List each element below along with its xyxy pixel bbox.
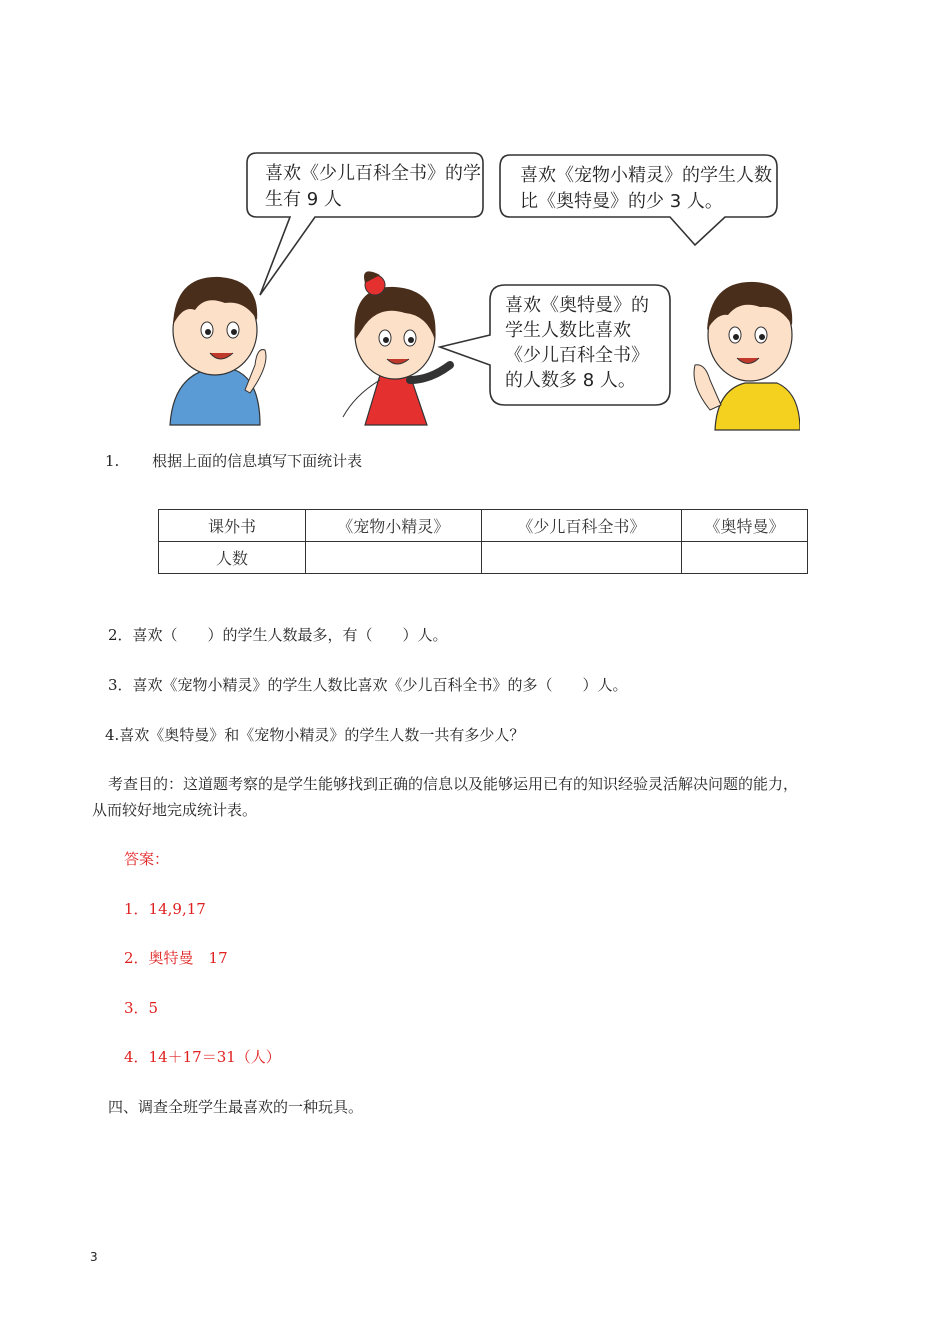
bubble-middle-text: 喜欢《奥特曼》的 学生人数比喜欢 《少儿百科全书》 的人数多 8 人。 xyxy=(505,295,649,391)
question-1 xyxy=(105,450,362,472)
table-header-cell: 课外书 xyxy=(159,510,306,542)
answer-1: 1．14,9,17 xyxy=(124,900,206,918)
question-2: 2．喜欢（ ）的学生人数最多，有（ ）人。 xyxy=(108,626,448,644)
purpose-line-1: 考查目的：这道题考察的是学生能够找到正确的信息以及能够运用已有的知识经验灵活解决问题的能力， xyxy=(108,775,799,793)
boy-left-figure xyxy=(170,277,266,425)
answer-2: 2．奥特曼 17 xyxy=(124,949,228,967)
table-cell xyxy=(481,542,681,574)
table-row xyxy=(159,542,808,574)
boy-right-figure xyxy=(694,282,800,430)
girl-middle-figure xyxy=(343,271,450,425)
bubble-left-text: 喜欢《少儿百科全书》的学 生有 9 人 xyxy=(265,163,481,210)
bubble-right-text: 喜欢《宠物小精灵》的学生人数 比《奥特曼》的少 3 人。 xyxy=(520,165,772,212)
table-cell xyxy=(306,542,482,574)
purpose-line-2: 从而较好地完成统计表。 xyxy=(92,801,258,819)
question-4: 4.喜欢《奥特曼》和《宠物小精灵》的学生人数一共有多少人？ xyxy=(105,726,525,744)
table-header-row xyxy=(159,510,808,542)
table-row-label: 人数 xyxy=(159,542,306,574)
question-3: 3．喜欢《宠物小精灵》的学生人数比喜欢《少儿百科全书》的多（ ）人。 xyxy=(108,676,628,694)
table-header-cell: 《少儿百科全书》 xyxy=(481,510,681,542)
answer-3: 3．5 xyxy=(124,999,159,1017)
question-1-text: 根据上面的信息填写下面统计表 xyxy=(152,452,363,470)
table-header-cell: 《宠物小精灵》 xyxy=(306,510,482,542)
illustration xyxy=(165,125,800,435)
table-header-cell: 《奥特曼》 xyxy=(682,510,808,542)
answers-title: 答案： xyxy=(124,850,170,868)
answer-4: 4．14＋17＝31（人） xyxy=(124,1048,281,1066)
page-number: 3 xyxy=(90,1250,98,1264)
section-4-heading: 四、调查全班学生最喜欢的一种玩具。 xyxy=(108,1098,364,1116)
statistics-table xyxy=(158,509,808,574)
table-cell xyxy=(682,542,808,574)
question-1-number: 1. xyxy=(105,452,120,470)
